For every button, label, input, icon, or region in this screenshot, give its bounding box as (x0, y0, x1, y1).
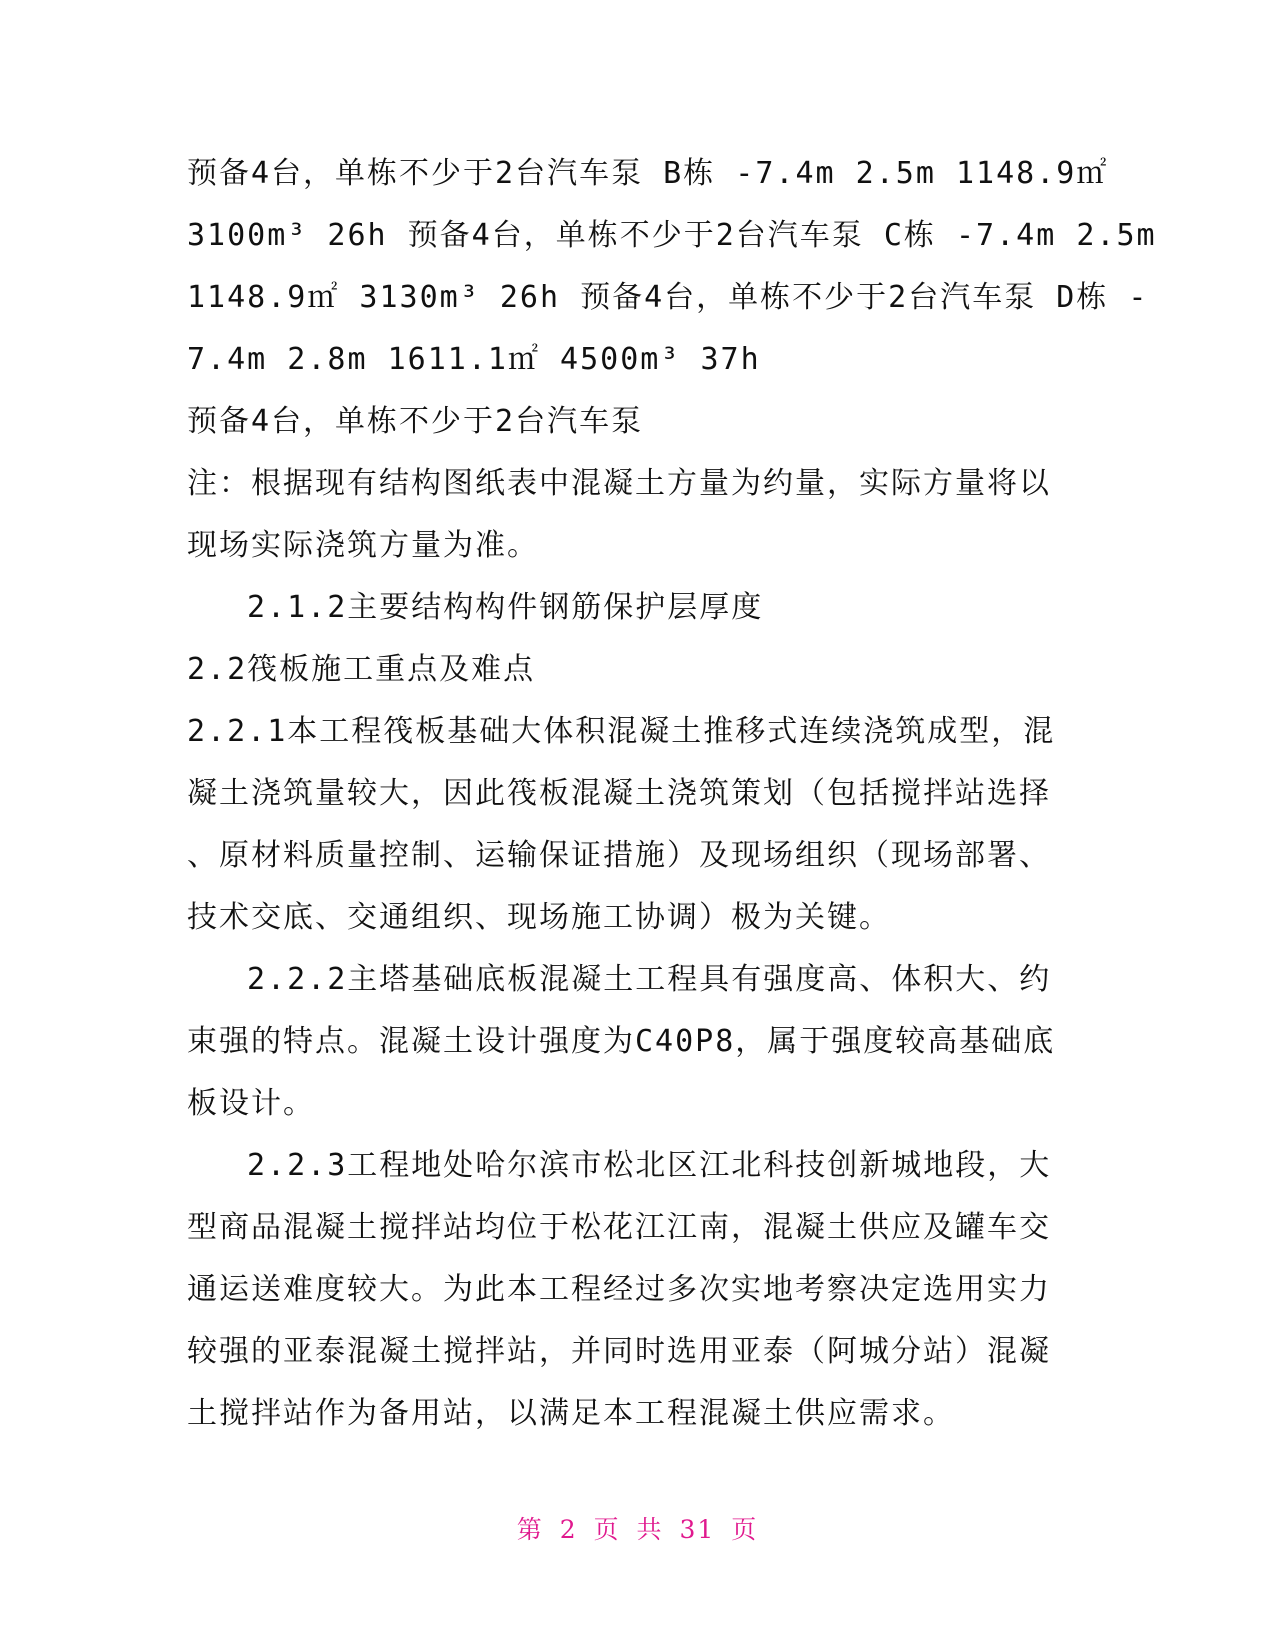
paragraph-line: 凝土浇筑量较大，因此筏板混凝土浇筑策划（包括搅拌站选择 (187, 776, 1051, 811)
paragraph-line: 2.2.3工程地处哈尔滨市松北区江北科技创新城地段，大 (247, 1148, 1052, 1183)
note-line: 注：根据现有结构图纸表中混凝土方量为约量，实际方量将以 (187, 466, 1051, 501)
paragraph-line: 2.2.2主塔基础底板混凝土工程具有强度高、体积大、约 (247, 962, 1052, 997)
section-heading: 2.2筏板施工重点及难点 (187, 652, 536, 687)
paragraph-line: 通运送难度较大。为此本工程经过多次实地考察决定选用实力 (187, 1272, 1051, 1307)
text-line: 预备4台，单栋不少于2台汽车泵 (187, 404, 644, 439)
text-line: 3100m³ 26h 预备4台，单栋不少于2台汽车泵 C栋 -7.4m 2.5m (187, 218, 1157, 253)
text-line: 1148.9㎡ 3130m³ 26h 预备4台，单栋不少于2台汽车泵 D栋 - (187, 280, 1149, 315)
note-line: 现场实际浇筑方量为准。 (187, 528, 539, 563)
paragraph-line: 束强的特点。混凝土设计强度为C40P8，属于强度较高基础底 (187, 1024, 1056, 1059)
paragraph-line: 技术交底、交通组织、现场施工协调）极为关键。 (187, 900, 891, 935)
section-heading: 2.1.2主要结构构件钢筋保护层厚度 (247, 590, 764, 625)
paragraph-line: 土搅拌站作为备用站，以满足本工程混凝土供应需求。 (187, 1396, 955, 1431)
text-line: 预备4台，单栋不少于2台汽车泵 B栋 -7.4m 2.5m 1148.9㎡ (187, 156, 1109, 191)
paragraph-line: 、原材料质量控制、运输保证措施）及现场组织（现场部署、 (187, 838, 1051, 873)
paragraph-line: 2.2.1本工程筏板基础大体积混凝土推移式连续浇筑成型，混 (187, 714, 1056, 749)
paragraph-line: 较强的亚泰混凝土搅拌站，并同时选用亚泰（阿城分站）混凝 (187, 1334, 1051, 1369)
page-number-footer: 第 2 页 共 31 页 (516, 1515, 759, 1544)
paragraph-line: 型商品混凝土搅拌站均位于松花江江南，混凝土供应及罐车交 (187, 1210, 1051, 1245)
page-body (187, 143, 1157, 1445)
paragraph-line: 板设计。 (187, 1086, 315, 1121)
text-line: 7.4m 2.8m 1611.1㎡ 4500m³ 37h (187, 342, 761, 377)
